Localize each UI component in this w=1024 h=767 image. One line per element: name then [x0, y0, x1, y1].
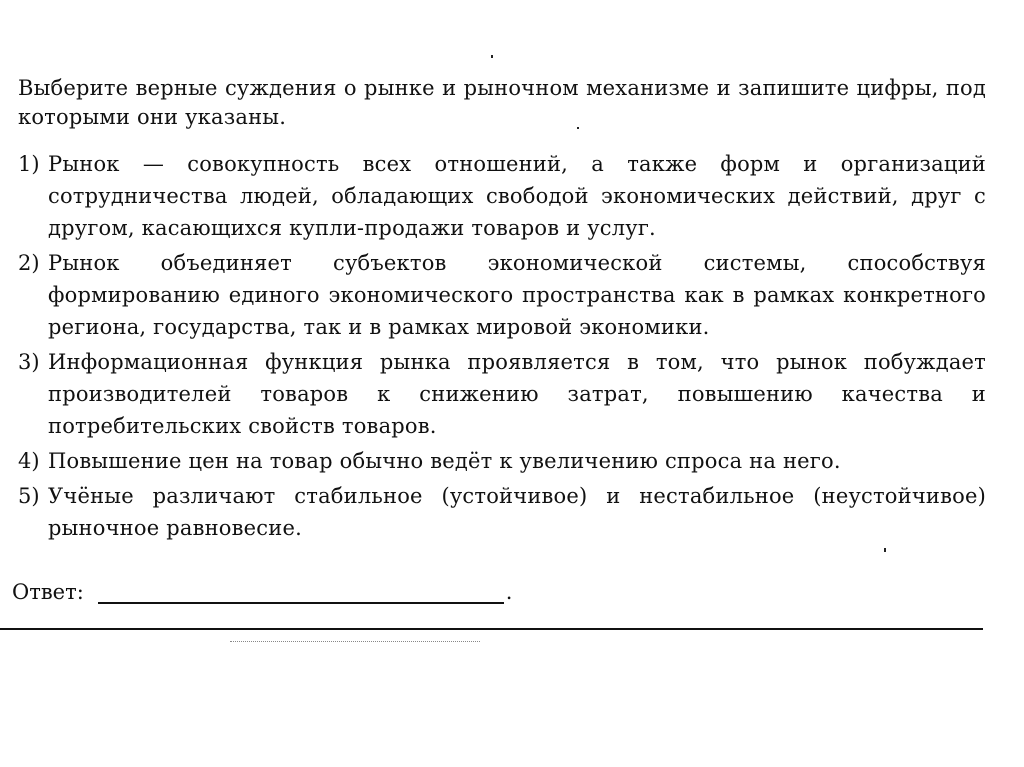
statement-2 [18, 247, 986, 343]
faint-scan-line [230, 641, 480, 643]
answer-row [12, 577, 512, 607]
scan-speck [491, 55, 493, 58]
answer-label: Ответ: [12, 580, 84, 604]
statement-text: Повышение цен на товар обычно ведёт к увеличению спроса на него. [48, 449, 841, 473]
statement-number: 3) [18, 350, 40, 374]
statement-text: Информационная функция рынка проявляется в том, что рынок побуждает производителей товаров к снижению затрат, повышению качества и потребительских свойств товаров. [48, 350, 986, 438]
statement-text: Рынок объединяет субъектов экономической системы, способствуя формированию единого экономического пространства как в рамках конкретного региона, государства, так и в рамках мировой экономики. [48, 251, 986, 339]
bottom-rule [0, 628, 983, 630]
statement-1 [18, 148, 986, 244]
statement-number: 1) [18, 152, 40, 176]
statement-number: 2) [18, 251, 40, 275]
scan-speck [577, 127, 579, 129]
statement-3 [18, 346, 986, 442]
statement-number: 4) [18, 449, 40, 473]
statement-5 [18, 480, 986, 544]
statement-text: Учёные различают стабильное (устойчивое) и нестабильное (неустойчивое) рыночное равновесие. [48, 484, 986, 540]
statement-4 [18, 445, 986, 477]
answer-end-mark: . [505, 580, 513, 604]
task-prompt: Выберите верные суждения о рынке и рыночном механизме и запишите цифры, под которыми они указаны. [18, 76, 986, 129]
scan-speck [884, 548, 886, 552]
statement-number: 5) [18, 484, 40, 508]
answer-blank-line[interactable] [98, 602, 504, 604]
statement-list [18, 148, 986, 547]
statement-text: Рынок — совокупность всех отношений, а также форм и организаций сотрудничества людей, обладающих свободой экономических действий, друг с другом, касающихся купли-продажи товаров и услуг. [48, 152, 986, 240]
